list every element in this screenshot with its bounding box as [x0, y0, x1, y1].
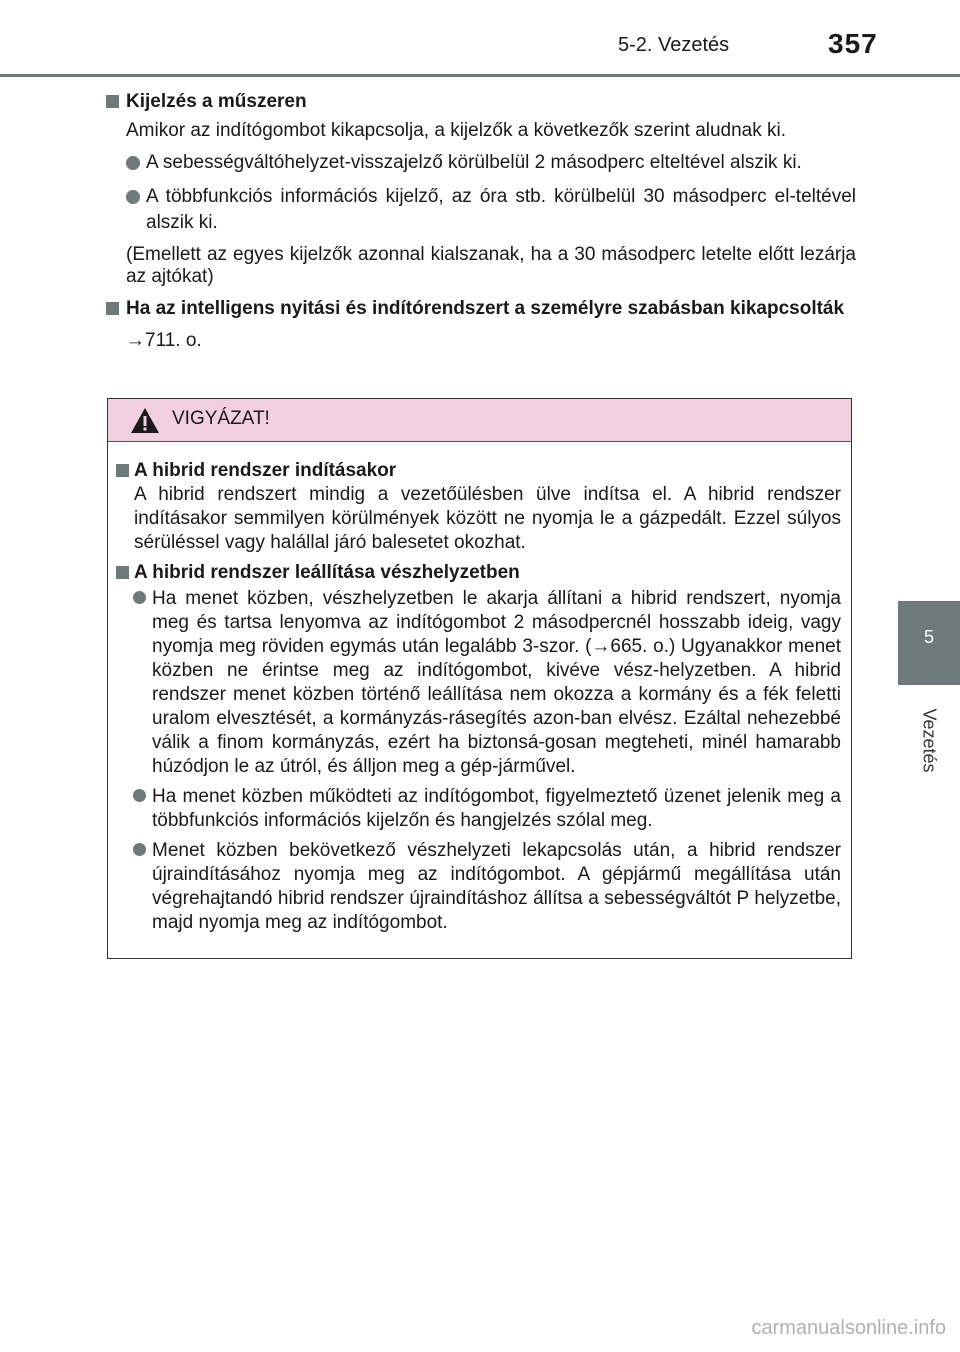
square-bullet-icon: [116, 464, 129, 477]
watermark: carmanualsonline.info: [751, 1317, 946, 1339]
warning-box: [107, 398, 852, 959]
chapter-number: 5: [923, 627, 934, 647]
warning-triangle-icon: [130, 407, 160, 434]
square-bullet-icon: [116, 566, 129, 579]
list-item: A többfunkciós információs kijelző, az óra stb. körülbelül 30 másodperc el-teltével alszik ki.: [106, 184, 856, 236]
warning-heading: A hibrid rendszer leállítása vészhelyzetben: [116, 561, 841, 585]
warning-paragraph: A hibrid rendszert mindig a vezetőülésben ülve indítsa el. A hibrid rendszer indításakor semmilyen körülmények között ne nyomja le a gázpedált. Ezzel súlyos sérüléssel vagy halállal járó balesetet okozhat.: [134, 484, 841, 553]
round-bullet-icon: [133, 843, 146, 856]
page-reference: →711. o.: [126, 330, 202, 351]
warning-list-item: Menet közben bekövetkező vészhelyzeti lekapcsolás után, a hibrid rendszer újraindításához nyomja meg az indítógombot. A gépjármű megállítása után végrehajtandó hibrid rendszer újraindításhoz állítsa a sebességváltót P helyzetbe, majd nyomja meg az indítógombot.: [116, 839, 841, 935]
round-bullet-icon: [133, 789, 146, 802]
warning-list-item: Ha menet közben, vészhelyzetben le akarja állítani a hibrid rendszert, nyomja meg és tartsa lenyomva az indítógombot 2 másodpercnél hosszabb ideig, vagy nyomja meg röviden egymás után legalább 3-szor. (→665. o.) Ugyanakkor menet közben ne érintse meg az indítógombot, kivéve vész-helyzetben. A hibrid rendszer menet közben történő leállítása nem okozza a kormány és a fék feletti uralom elvesztését, a kormányzás-rásegítés azon-ban elvész. Ezáltal nehezebbé válik a finom kormányzás, ezért ha biztonsá-gosan megteheti, minél hamarabb húzódjon le az útról, és álljon meg a gép-járművel.: [116, 587, 841, 779]
list-item: A sebességváltóhelyzet-visszajelző körülbelül 2 másodperc elteltével alszik ki.: [106, 150, 856, 176]
note-paragraph: (Emellett az egyes kijelzők azonnal kialszanak, ha a 30 másodperc letelte előtt lezárja az ajtókat): [126, 244, 856, 287]
page-number: 357: [828, 28, 878, 59]
warning-body: [108, 442, 851, 935]
warning-list-item: Ha menet közben működteti az indítógombot, figyelmeztető üzenet jelenik meg a többfunkciós információs kijelzőn és hangjelzés szólal meg.: [116, 785, 841, 833]
warning-title: VIGYÁZAT!: [172, 408, 270, 429]
section-heading: Kijelzés a műszeren: [106, 89, 856, 115]
warning-heading: A hibrid rendszer indításakor: [116, 459, 841, 483]
square-bullet-icon: [106, 95, 119, 108]
main-content: [106, 89, 856, 354]
section-title: 5-2. Vezetés: [618, 34, 730, 56]
chapter-label-text: Vezetés: [919, 707, 940, 773]
chapter-tab: [898, 601, 960, 685]
round-bullet-icon: [126, 156, 140, 170]
page-header: [0, 0, 960, 84]
header-rule: [0, 74, 960, 77]
paragraph: Amikor az indítógombot kikapcsolja, a kijelzők a következők szerint aludnak ki.: [126, 120, 787, 141]
square-bullet-icon: [106, 302, 119, 315]
section-heading: Ha az intelligens nyitási és indítórendszert a személyre szabásban kikapcsolták: [106, 296, 856, 322]
warning-header: [108, 399, 851, 442]
round-bullet-icon: [133, 591, 146, 604]
round-bullet-icon: [126, 190, 140, 204]
chapter-label: [898, 690, 960, 790]
